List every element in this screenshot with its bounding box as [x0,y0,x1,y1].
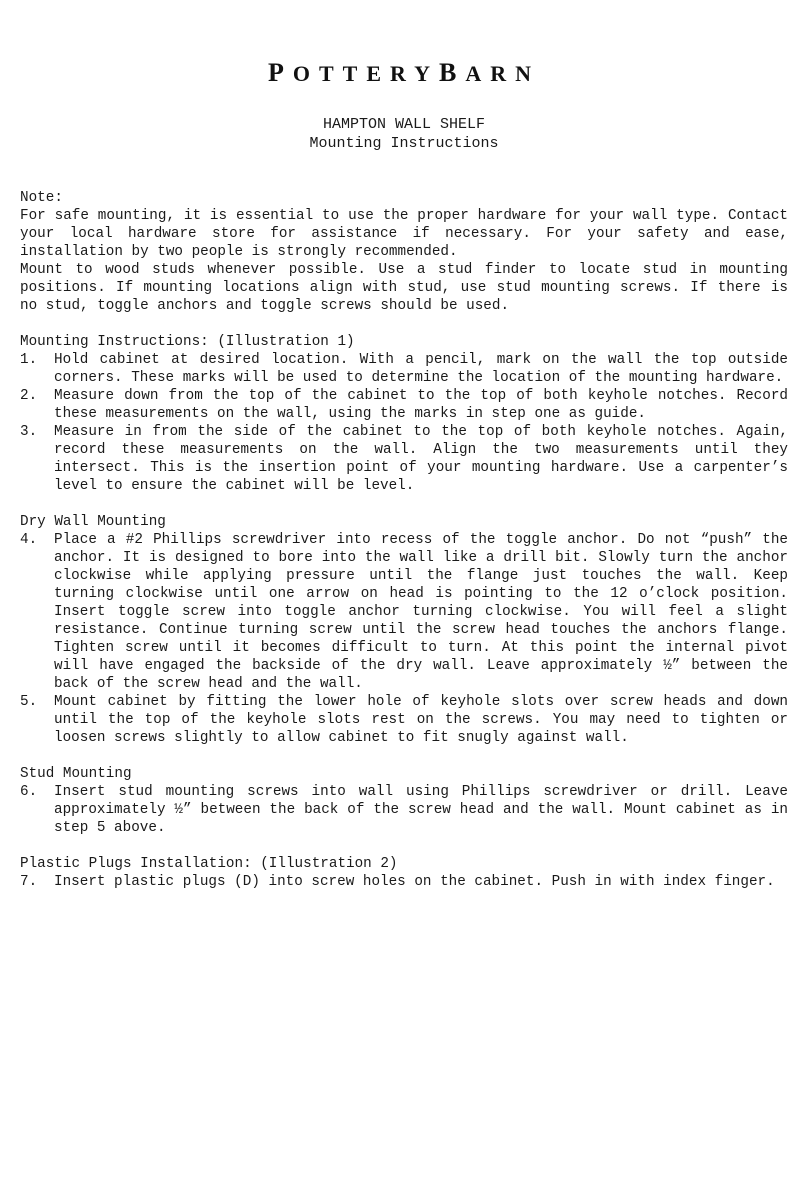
list-item [20,387,788,423]
step-text: Hold cabinet at desired location. With a pencil, mark on the wall the top outside corners. These marks will be used to determine the location of the mounting hardware. [54,352,788,386]
note-label: Note: [20,190,63,206]
list-item [20,351,788,387]
list-item [20,693,788,747]
logo-initial-1: P [267,58,293,87]
note-paragraph-2: Mount to wood studs whenever possible. Use a stud finder to locate stud in mounting positions. If mounting locations align with stud, use stud mounting screws. If there is no stud, toggle anchors and toggle screws should be used. [20,262,788,314]
step-number: 7. [20,874,38,890]
page-title: HAMPTON WALL SHELF [322,116,486,133]
section-heading-dry-wall: Dry Wall Mounting [20,514,166,530]
list-item [20,423,788,495]
section-heading-mounting: Mounting Instructions: (Illustration 1) [20,334,355,350]
step-number: 1. [20,352,38,368]
spacer [20,837,788,855]
step-text: Measure in from the side of the cabinet to the top of both keyhole notches. Again, record these measurements on the wall. Align the two measurements until they intersect. This is the insertion point of your mounting hardware. Use a carpenter’s level to ensure the cabinet will be level. [54,424,788,494]
section-heading-plugs: Plastic Plugs Installation: (Illustration 2) [20,856,398,872]
step-text: Measure down from the top of the cabinet to the top of both keyhole notches. Record these measurements on the wall, using the marks in step one as guide. [54,388,788,422]
spacer [20,495,788,513]
step-text: Insert stud mounting screws into wall using Phillips screwdriver or drill. Leave approximately ½” between the back of the screw head and the wall. Mount cabinet as in step 5 above. [54,784,788,836]
step-number: 6. [20,784,38,800]
spacer [20,315,788,333]
logo-text-1: OTTERY [292,61,439,86]
document-body [20,189,788,891]
logo-initial-2: B [439,58,466,87]
list-item [20,873,788,891]
step-text: Mount cabinet by fitting the lower hole of keyhole slots over screw heads and down until the top of the keyhole slots rest on the screws. You may need to tighten or loosen screws slightly to allow cabinet to fit snugly against wall. [54,694,788,746]
step-number: 2. [20,388,38,404]
step-number: 4. [20,532,38,548]
step-text: Place a #2 Phillips screwdriver into recess of the toggle anchor. Do not “push” the anchor. It is designed to bore into the wall like a drill bit. Slowly turn the anchor clockwise while applying pressure until the flange just touches the wall. Keep turning clockwise until one arrow on head is pointing to the 12 o’clock position. Insert toggle screw into toggle anchor turning clockwise. You will feel a slight resistance. Continue turning screw until the screw head touches the anchors flange. Tighten screw until it becomes difficult to turn. At this point the internal pivot will have engaged the backside of the dry wall. Leave approximately ½” between the back of the screw head and the wall. [54,532,788,692]
logo-text-2: ARN [465,61,541,86]
list-item [20,531,788,693]
spacer [20,747,788,765]
section-heading-stud: Stud Mounting [20,766,132,782]
note-paragraph-1: For safe mounting, it is essential to use the proper hardware for your wall type. Contact your local hardware store for assistance if necessary. For your safety and ease, installation by two people is strongly recommended. [20,208,788,260]
step-number: 5. [20,694,38,710]
page-subtitle: Mounting Instructions [309,135,499,152]
list-item [20,783,788,837]
brand-logo [0,58,808,88]
step-text: Insert plastic plugs (D) into screw holes on the cabinet. Push in with index finger. [54,874,775,890]
step-number: 3. [20,424,38,440]
